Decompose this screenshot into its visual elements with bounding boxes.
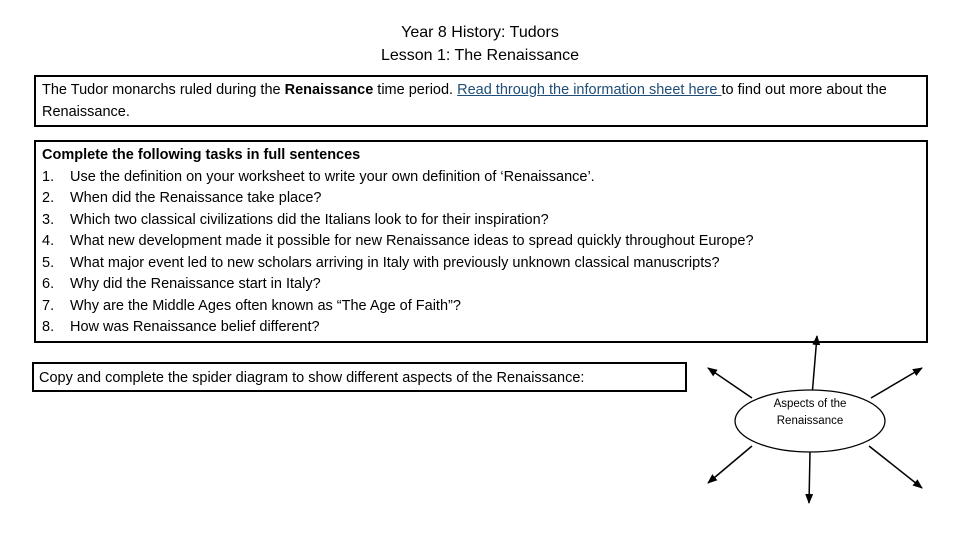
intro-text-before: The Tudor monarchs ruled during the — [42, 82, 285, 98]
title-line-1: Year 8 History: Tudors — [401, 24, 559, 41]
task-number: 5. — [42, 254, 55, 271]
spider-arrow-lower-left — [708, 446, 752, 483]
task-text: When did the Renaissance take place? — [70, 190, 322, 206]
information-sheet-link[interactable]: Read through the information sheet here — [457, 82, 722, 98]
spider-arrow-lower-right — [869, 446, 922, 488]
spider-instruction-box — [32, 362, 687, 392]
task-text: What major event led to new scholars arriving in Italy with previously unknown classical manuscripts? — [70, 254, 720, 271]
center-label-line-2: Renaissance — [776, 415, 844, 427]
task-text: What new development made it possible for new Renaissance ideas to spread quickly throughout Europe? — [70, 233, 754, 249]
tasks-heading: Complete the following tasks in full sentences — [42, 147, 361, 163]
task-number: 1. — [42, 168, 55, 185]
task-number: 3. — [42, 211, 55, 228]
task-number: 6. — [42, 276, 55, 292]
intro-text-after: to find out more about the Renaissance. — [42, 82, 887, 120]
task-text: How was Renaissance belief different? — [70, 319, 320, 335]
task-text: Which two classical civilizations did the Italians look to for their inspiration? — [70, 211, 549, 228]
spider-arrow-up — [812, 336, 817, 396]
center-label-line-1: Aspects of the — [773, 398, 847, 410]
spider-arrow-down — [809, 452, 810, 503]
title-line-2: Lesson 1: The Renaissance — [380, 47, 580, 64]
task-number: 8. — [42, 319, 55, 335]
task-text: Why did the Renaissance start in Italy? — [70, 276, 321, 292]
spider-arrow-upper-left — [708, 368, 752, 398]
spider-instruction: Copy and complete the spider diagram to show different aspects of the Renaissance: — [39, 370, 585, 386]
task-number: 7. — [42, 297, 55, 314]
spider-arrow-upper-right — [871, 368, 922, 398]
spider-center-label — [734, 396, 886, 430]
task-number: 4. — [42, 233, 55, 249]
intro-bold-word: Renaissance — [284, 82, 374, 98]
task-number: 2. — [42, 190, 55, 206]
intro-text-middle: time period. — [373, 82, 458, 98]
task-text: Use the definition on your worksheet to write your own definition of ‘Renaissance’. — [70, 168, 595, 185]
task-text: Why are the Middle Ages often known as “The Age of Faith”? — [70, 297, 461, 314]
